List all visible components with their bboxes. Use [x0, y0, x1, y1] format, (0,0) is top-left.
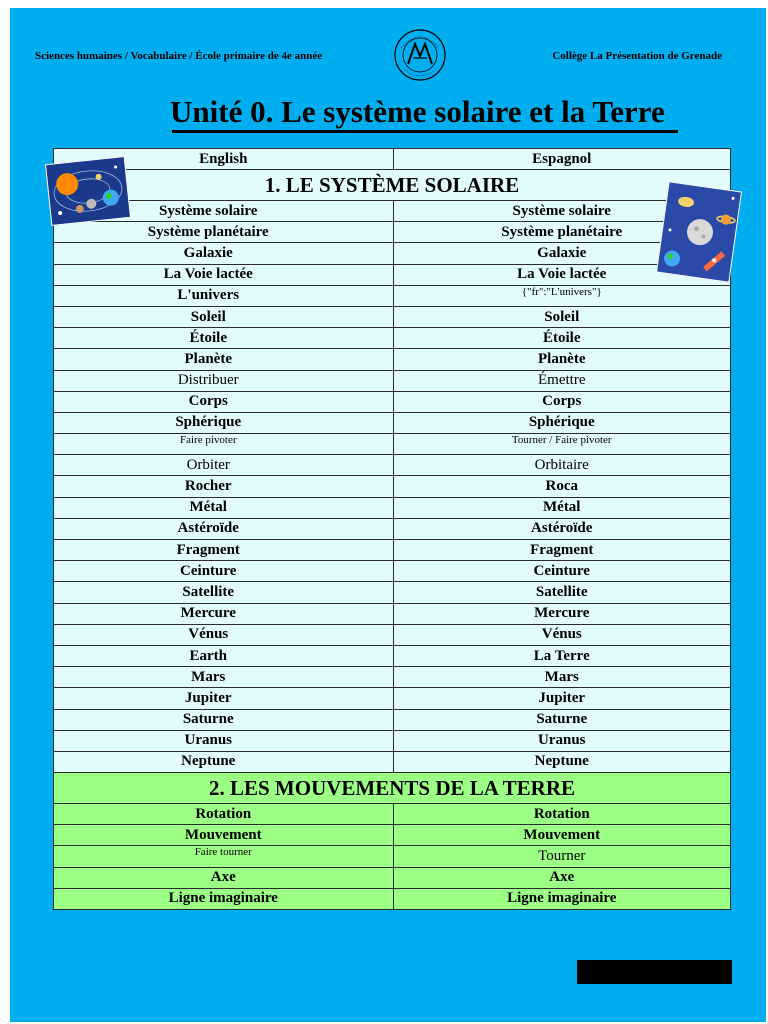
- term-spanish: La Terre: [393, 645, 731, 666]
- table-row: [54, 624, 731, 645]
- term-english: Ceinture: [54, 561, 394, 582]
- table-row: [54, 888, 731, 909]
- term-english: Sphérique: [54, 412, 394, 433]
- term-english: Satellite: [54, 582, 394, 603]
- table-row: [54, 349, 731, 370]
- worksheet-page: [10, 8, 766, 1022]
- term-spanish: Émettre: [393, 370, 731, 391]
- table-row: [54, 645, 731, 666]
- term-spanish: Neptune: [393, 751, 731, 772]
- table-row: [54, 846, 731, 867]
- table-row: [54, 582, 731, 603]
- table-row: [54, 201, 731, 222]
- term-english: Rotation: [54, 804, 394, 825]
- table-row: [54, 306, 731, 327]
- term-spanish: Vénus: [393, 624, 731, 645]
- term-english: Faire tourner: [54, 846, 394, 867]
- term-spanish: Jupiter: [393, 688, 731, 709]
- school-logo: [393, 28, 447, 82]
- term-english: Mercure: [54, 603, 394, 624]
- table-row: [54, 825, 731, 846]
- term-spanish: Tourner / Faire pivoter: [393, 434, 731, 455]
- column-header-english: English: [54, 149, 394, 170]
- redaction-bar: [577, 960, 732, 984]
- table-row: [54, 540, 731, 561]
- vocabulary-table: [53, 148, 731, 910]
- term-english: Fragment: [54, 540, 394, 561]
- term-english: Planète: [54, 349, 394, 370]
- term-spanish: Satellite: [393, 582, 731, 603]
- term-english: Faire pivoter: [54, 434, 394, 455]
- school-name: Collège La Présentation de Grenade: [552, 50, 722, 62]
- term-english: Mars: [54, 667, 394, 688]
- term-spanish: Métal: [393, 497, 731, 518]
- term-spanish: Ligne imaginaire: [393, 888, 731, 909]
- table-row: [54, 243, 731, 264]
- term-spanish: Mercure: [393, 603, 731, 624]
- section-title: 1. LE SYSTÈME SOLAIRE: [54, 170, 731, 201]
- term-english: Distribuer: [54, 370, 394, 391]
- term-english: La Voie lactée: [54, 264, 394, 285]
- table-row: [54, 434, 731, 455]
- table-row: [54, 264, 731, 285]
- term-spanish: Corps: [393, 391, 731, 412]
- page-title: Unité 0. Le système solaire et la Terre: [170, 94, 665, 129]
- term-english: Neptune: [54, 751, 394, 772]
- title-underline: [172, 130, 678, 133]
- term-spanish: Sphérique: [393, 412, 731, 433]
- term-spanish: Roca: [393, 476, 731, 497]
- term-spanish: Ceinture: [393, 561, 731, 582]
- term-english: Étoile: [54, 328, 394, 349]
- table-row: [54, 751, 731, 772]
- column-header-spanish: Espagnol: [393, 149, 731, 170]
- course-label: Sciences humaines / Vocabulaire / École primaire de 4e année: [35, 50, 323, 62]
- term-english: Galaxie: [54, 243, 394, 264]
- term-spanish: Mouvement: [393, 825, 731, 846]
- term-spanish: {"fr":"L'univers"}: [393, 285, 731, 306]
- table-row: [54, 688, 731, 709]
- term-spanish: Mars: [393, 667, 731, 688]
- term-english: L'univers: [54, 285, 394, 306]
- table-row: [54, 222, 731, 243]
- table-row: [54, 391, 731, 412]
- term-spanish: Orbitaire: [393, 455, 731, 476]
- term-english: Métal: [54, 497, 394, 518]
- term-english: Axe: [54, 867, 394, 888]
- table-row: [54, 730, 731, 751]
- term-spanish: Astéroïde: [393, 518, 731, 539]
- table-row: [54, 867, 731, 888]
- term-english: Mouvement: [54, 825, 394, 846]
- term-spanish: Rotation: [393, 804, 731, 825]
- term-spanish: Tourner: [393, 846, 731, 867]
- term-english: Uranus: [54, 730, 394, 751]
- table-row: [54, 667, 731, 688]
- table-row: [54, 561, 731, 582]
- term-spanish: Fragment: [393, 540, 731, 561]
- term-english: Système solaire: [54, 201, 394, 222]
- section-heading-solar-system: [54, 170, 731, 201]
- table-header-row: [54, 149, 731, 170]
- term-english: Soleil: [54, 306, 394, 327]
- term-english: Vénus: [54, 624, 394, 645]
- table-row: [54, 412, 731, 433]
- table-row: [54, 328, 731, 349]
- term-english: Saturne: [54, 709, 394, 730]
- term-english: Rocher: [54, 476, 394, 497]
- term-spanish: Saturne: [393, 709, 731, 730]
- term-spanish: Système planétaire: [393, 222, 731, 243]
- solar-system-clipart: [45, 156, 131, 226]
- term-english: Ligne imaginaire: [54, 888, 394, 909]
- table-row: [54, 518, 731, 539]
- term-english: Orbiter: [54, 455, 394, 476]
- term-spanish: Galaxie: [393, 243, 731, 264]
- space-rocket-clipart: [656, 181, 742, 282]
- term-spanish: Uranus: [393, 730, 731, 751]
- term-english: Earth: [54, 645, 394, 666]
- table-row: [54, 497, 731, 518]
- table-row: [54, 370, 731, 391]
- table-row: [54, 476, 731, 497]
- table-row: [54, 603, 731, 624]
- term-spanish: Soleil: [393, 306, 731, 327]
- term-spanish: Système solaire: [393, 201, 731, 222]
- table-row: [54, 709, 731, 730]
- section-heading-earth-movements: [54, 773, 731, 804]
- term-english: Astéroïde: [54, 518, 394, 539]
- term-english: Système planétaire: [54, 222, 394, 243]
- term-spanish: Planète: [393, 349, 731, 370]
- table-row: [54, 455, 731, 476]
- term-spanish: Étoile: [393, 328, 731, 349]
- term-english: Corps: [54, 391, 394, 412]
- section-title: 2. LES MOUVEMENTS DE LA TERRE: [54, 773, 731, 804]
- table-row: [54, 804, 731, 825]
- term-spanish: La Voie lactée: [393, 264, 731, 285]
- table-row: [54, 285, 731, 306]
- term-spanish: Axe: [393, 867, 731, 888]
- term-english: Jupiter: [54, 688, 394, 709]
